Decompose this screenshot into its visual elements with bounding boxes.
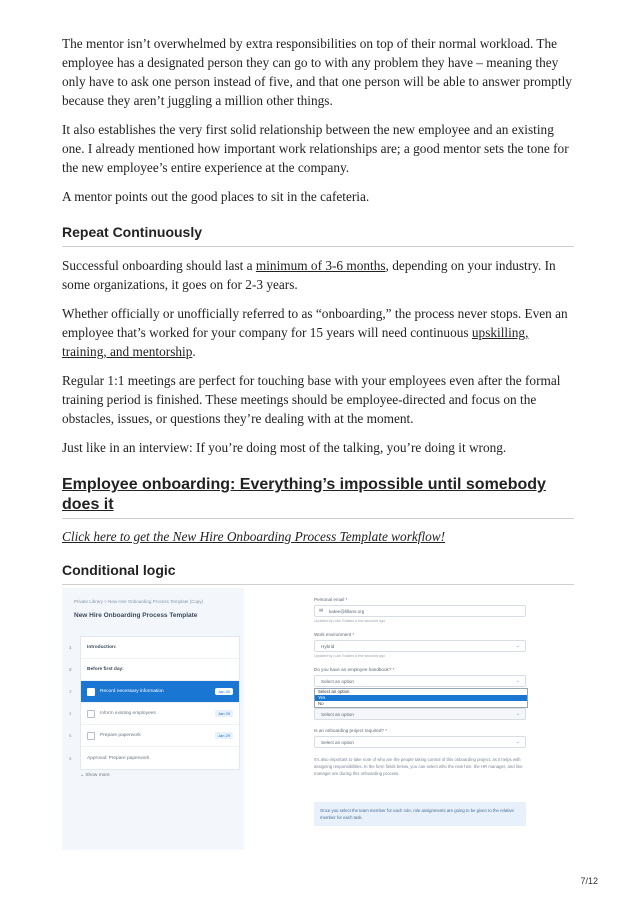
help-paragraph: It’s also important to take note of who are the people taking control of this onboarding project, as it helps with assigning responsibilities. In the form fields below, you can select who the new hire, the HR manager, and line manager are during this onboarding process. xyxy=(314,757,523,776)
paragraph: The mentor isn’t overwhelmed by extra responsibilities on top of their normal workload. The employee has a designated person they can go to with any problem they have – meaning they only have to ask one person instead of five, and that one person will be able to answer promptly because they aren’t juggling a million other things. xyxy=(62,36,572,108)
template-title: New Hire Onboarding Process Template xyxy=(74,612,198,619)
task-item[interactable]: 5 Prepare paperwork Jan 29 xyxy=(81,725,239,747)
next-select[interactable]: Select an option ⌄ xyxy=(314,708,526,720)
task-item[interactable]: 6 Approval: Prepare paperwork xyxy=(69,755,150,761)
paragraph: Whether officially or unofficially referred to as “onboarding,” the process never stops. Even an employee that’s worked for your company for 15 years will need continuous upskilling, training, and mentorship. xyxy=(62,306,568,359)
article-body xyxy=(62,34,574,585)
chevron-down-icon: ⌄ xyxy=(515,739,520,745)
chevron-down-icon: ⌄ xyxy=(515,678,520,684)
option[interactable]: No xyxy=(318,701,324,706)
template-workflow-link[interactable]: Click here to get the New Hire Onboarding Process Template workflow! xyxy=(62,529,446,544)
chevron-down-icon: ⌄ xyxy=(515,643,520,649)
handbook-label: Do you have an employee handbook? * xyxy=(314,667,395,672)
checkbox-icon[interactable] xyxy=(87,710,95,718)
section-heading-impossible[interactable]: Employee onboarding: Everything’s impossible until somebody does it xyxy=(62,475,574,519)
paragraph: Successful onboarding should last a minimum of 3-6 months, depending on your industry. In some organizations, it goes on for 2-3 years. xyxy=(62,258,556,292)
template-panel xyxy=(62,588,244,850)
option[interactable]: Select an option xyxy=(318,689,350,694)
due-date-badge: Jan 29 xyxy=(215,732,233,739)
due-date-badge: Jan 29 xyxy=(215,710,233,717)
chevron-icon: ⌄ xyxy=(80,773,86,778)
handbook-select[interactable]: Select an option ⌄ xyxy=(314,675,526,687)
page-number: 7/12 xyxy=(580,876,598,886)
minimum-months-link[interactable]: minimum of 3-6 months xyxy=(255,258,386,273)
project-label: Is an onboarding project required? * xyxy=(314,728,388,733)
info-callout: Once you select the team member for each role, role assignments are going to be given to the relative member for each task. xyxy=(314,802,526,826)
task-list xyxy=(69,636,240,770)
upskilling-link[interactable]: upskilling, training, and mentorship xyxy=(62,325,529,359)
app-screenshot xyxy=(62,588,574,850)
breadcrumb[interactable]: Private Library > New Hire Onboarding Process Template (Copy) xyxy=(74,599,204,604)
handbook-options xyxy=(314,688,528,708)
mail-icon: ✉ xyxy=(319,608,324,614)
paragraph: A mentor points out the good places to sit in the cafeteria. xyxy=(62,189,370,204)
task-item-active[interactable]: 3 Record necessary information Jan 30 xyxy=(81,681,239,703)
task-item[interactable]: 4 Inform existing employees Jan 29 xyxy=(81,703,239,725)
paragraph: Regular 1:1 meetings are perfect for touching base with your employees even after the formal training period is finished. These meetings should be employee-directed and focus on the obstacles, issues, or questions they’re dealing with at the moment. xyxy=(62,373,561,426)
work-label: Work environment * xyxy=(314,632,355,637)
update-note: Updated by Luke Shakes a few seconds ago xyxy=(314,654,386,658)
update-note: Updated by Luke Shakes a few seconds ago xyxy=(314,619,386,623)
section-heading-conditional-logic: Conditional logic xyxy=(62,560,574,585)
email-field[interactable]: ✉ katee@lillans.org xyxy=(314,605,526,617)
due-date-badge: Jan 30 xyxy=(215,688,233,695)
task-item[interactable]: 1 Introduction: xyxy=(81,637,239,659)
chevron-down-icon: ⌄ xyxy=(515,711,520,717)
task-item[interactable]: 2 Before first day: xyxy=(81,659,239,681)
project-select[interactable]: Select an option ⌄ xyxy=(314,736,526,748)
work-environment-select[interactable]: Hybrid ⌄ xyxy=(314,640,526,652)
show-more-link[interactable]: ⌄ Show more xyxy=(80,773,110,778)
checkbox-icon[interactable] xyxy=(87,688,95,696)
section-heading-repeat: Repeat Continuously xyxy=(62,222,574,247)
email-label: Personal email * xyxy=(314,597,348,602)
option-selected[interactable]: Yes xyxy=(315,695,527,701)
paragraph: Just like in an interview: If you’re doing most of the talking, you’re doing it wrong. xyxy=(62,440,507,455)
paragraph: It also establishes the very first solid relationship between the new employee and an existing one. I already mentioned how important work relationships are; a good mentor sets the tone for the new employee’s entire experience at the company. xyxy=(62,122,569,175)
form-panel xyxy=(314,594,530,850)
checkbox-icon[interactable] xyxy=(87,732,95,740)
